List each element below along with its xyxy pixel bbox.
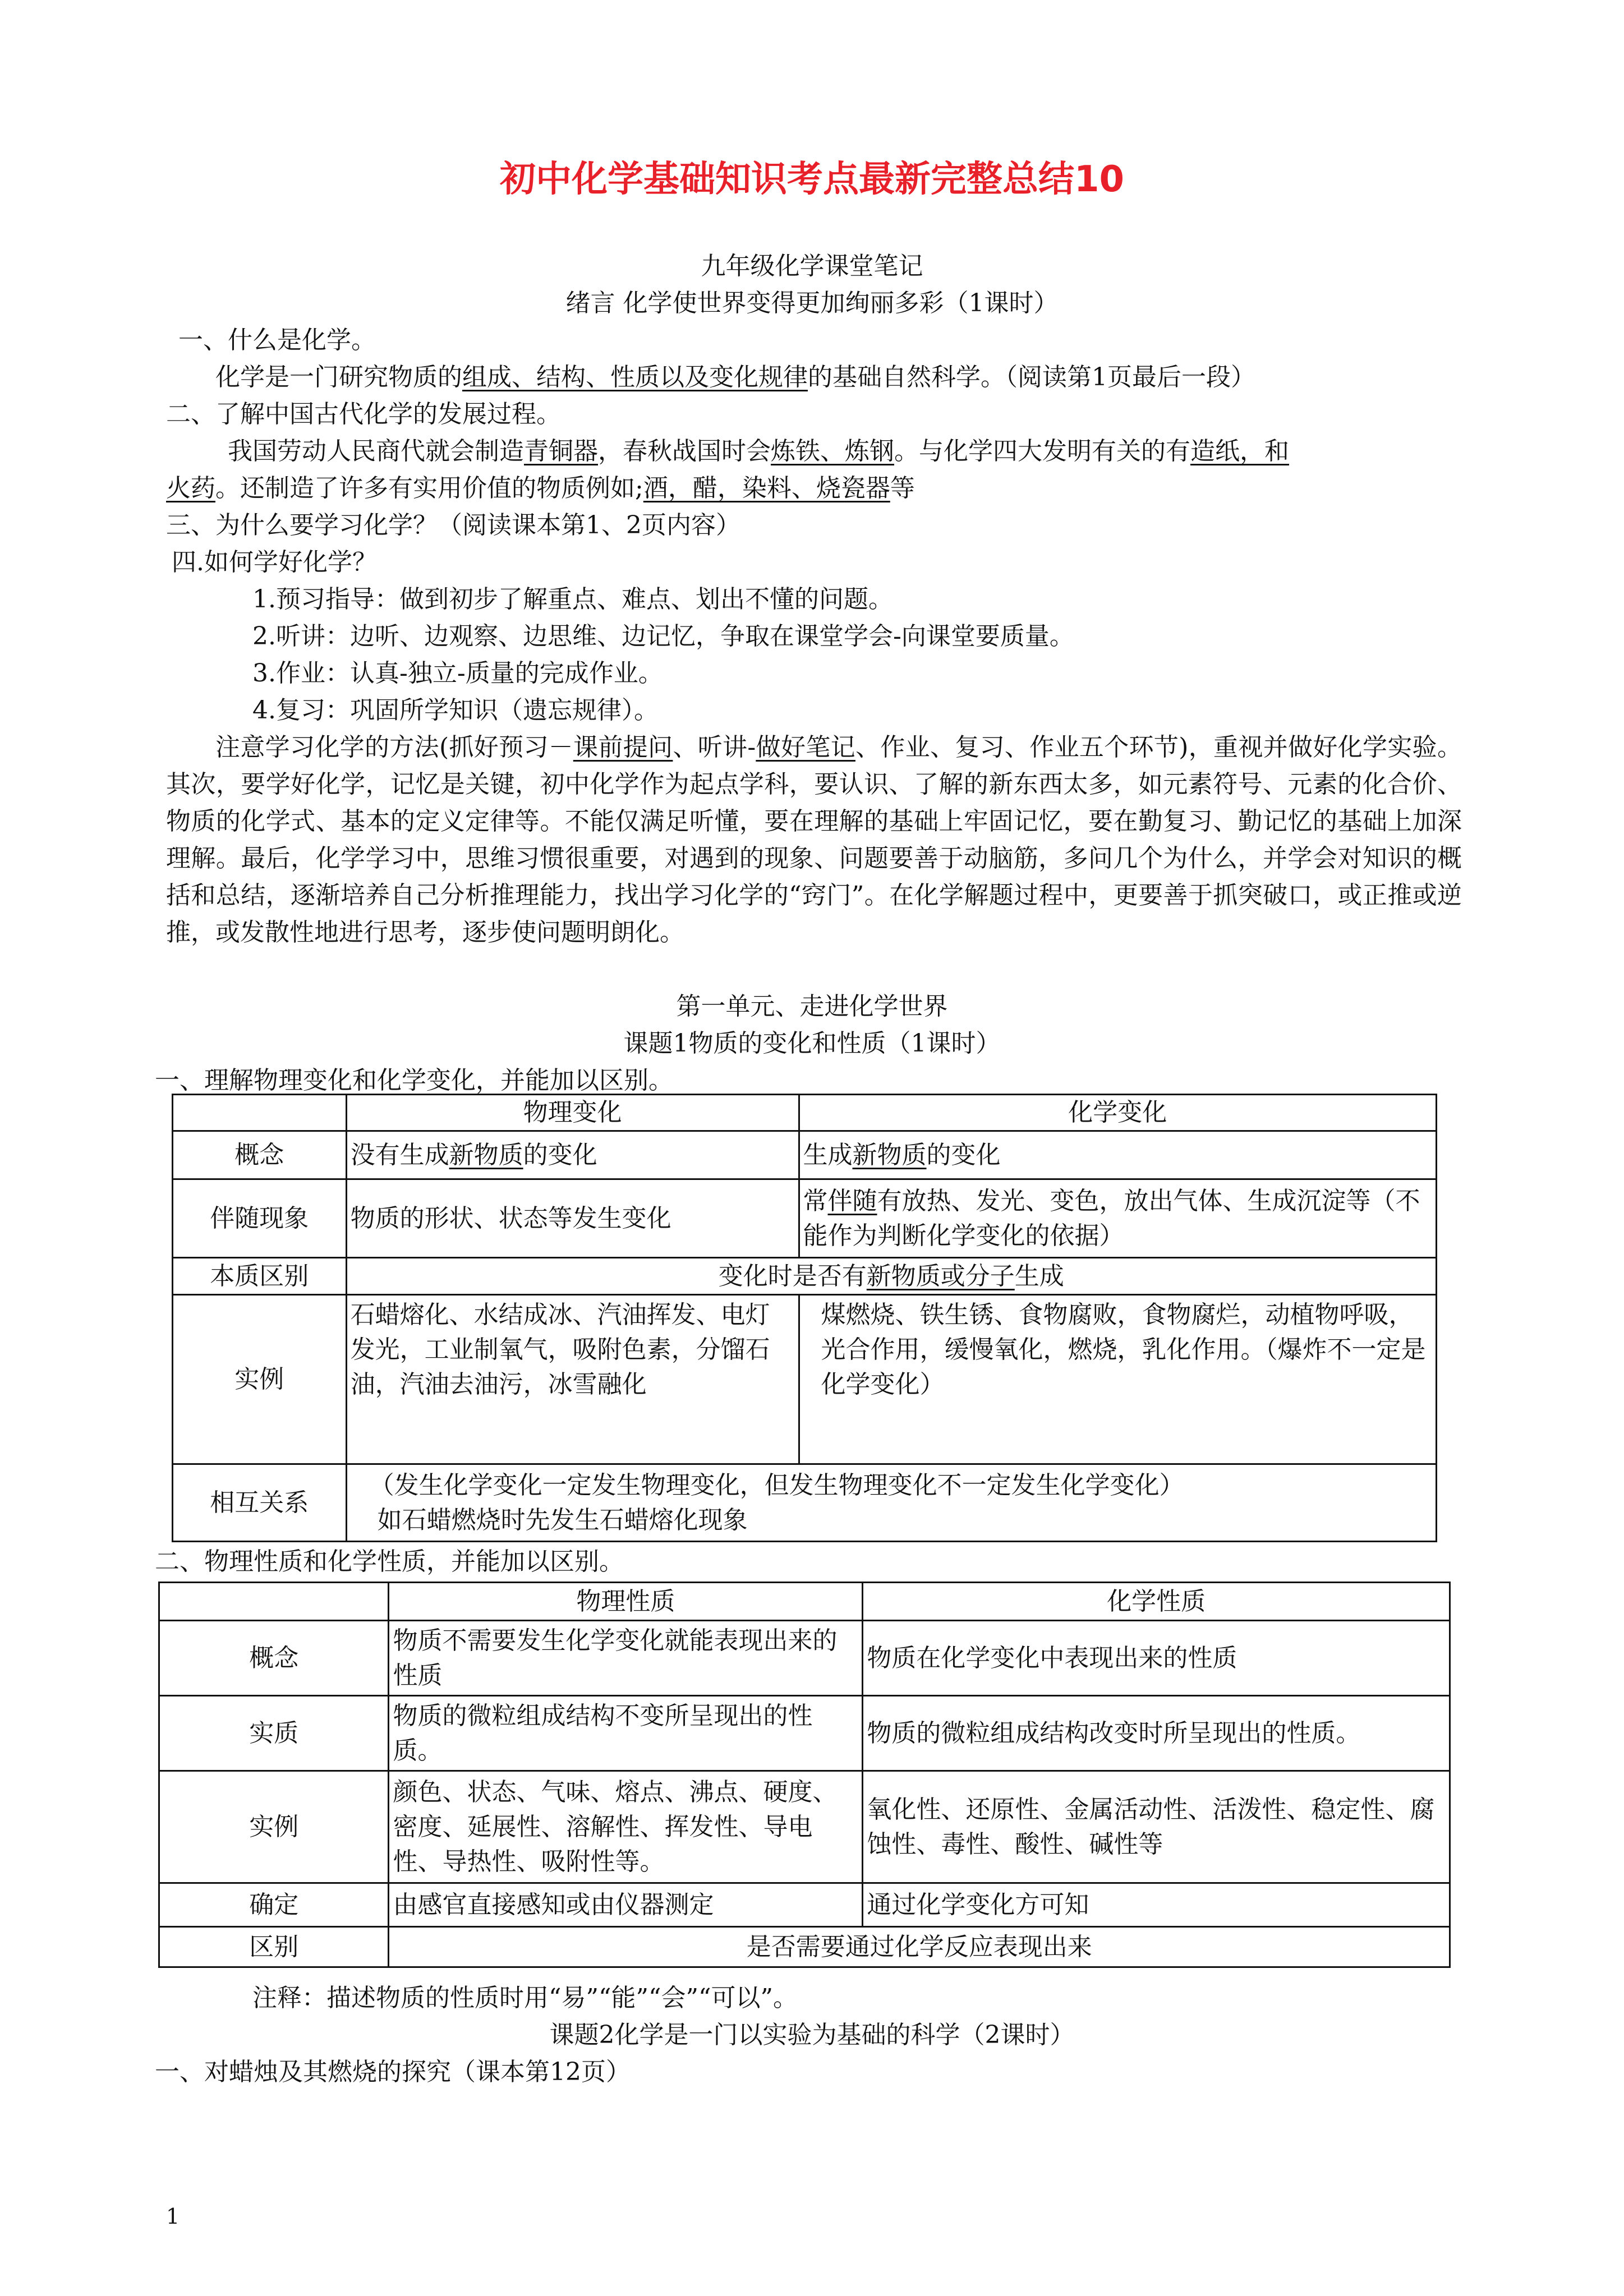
study-method-paragraph: 注意学习化学的方法(抓好预习－课前提问、听讲-做好笔记、作业、复习、作业五个环节)，重视并做好化学实验。其次，要学好化学，记忆是关键，初中化学作为起点学科，要认识、了解的新东西太多，如元素符号、元素的化合价、物质的化学式、基本的定义定律等。不能仅满足听懂，要在理解的基础上牢固记忆，要在勤复习、勤记忆的基础上加深理解。最后，化学学习中，思维习惯很重要，对遇到的现象、问题要善于动脑筋，多问几个为什么，并学会对知识的概括和总结，逐渐培养自己分析推理能力，找出学习化学的“窍门”。在化学解题过程中，更要善于抓突破口，或正推或逆推，或发散性地进行思考，逐步使问题明朗化。: [166, 733, 1462, 947]
table-cell: 由感官直接感知或由仪器测定: [389, 1883, 863, 1927]
table-cell: 物质在化学变化中表现出来的性质: [863, 1621, 1450, 1696]
column-header: 物理变化: [346, 1095, 799, 1131]
table-corner: [173, 1095, 347, 1131]
topic-1-heading: 课题1物质的变化和性质（1课时）: [623, 1029, 1001, 1058]
table-cell: 颜色、状态、气味、熔点、沸点、硬度、密度、延展性、溶解性、挥发性、导电性、导热性、吸附性等。: [389, 1771, 863, 1883]
table-cell: 氧化性、还原性、金属活动性、活泼性、稳定性、腐蚀性、毒性、酸性、碱性等: [863, 1771, 1450, 1883]
study-tip-2: 2.听讲：边听、边观察、边思维、边记忆，争取在课堂学会-向课堂要质量。: [252, 622, 1074, 651]
section-2-line-2: 火药。还制造了许多有实用价值的物质例如;酒，醋，染料、烧瓷器等: [166, 474, 915, 502]
question-2: 二、物理性质和化学性质，并能加以区别。: [155, 1547, 624, 1576]
intro-heading: 绪言 化学使世界变得更加绚丽多彩（1课时）: [565, 289, 1059, 317]
row-label: 区别: [159, 1927, 389, 1967]
table-cell: [346, 1464, 1436, 1542]
table-cell: 物质不需要发生化学变化就能表现出来的性质: [389, 1621, 863, 1696]
row-label: 实例: [159, 1771, 389, 1883]
row-label: 概念: [159, 1621, 389, 1696]
table-cell: 是否需要通过化学反应表现出来: [389, 1927, 1450, 1967]
table-cell: 生成新物质的变化: [799, 1131, 1436, 1179]
table-cell: 石蜡熔化、水结成冰、汽油挥发、电灯发光，工业制氧气，吸附色素，分馏石油，汽油去油污，冰雪融化: [346, 1295, 799, 1464]
row-label: 相互关系: [173, 1464, 347, 1542]
page-number: 1: [166, 2204, 180, 2229]
topic-2-heading: 课题2化学是一门以实验为基础的科学（2课时）: [549, 2021, 1075, 2049]
study-tip-3: 3.作业：认真-独立-质量的完成作业。: [252, 659, 663, 688]
section-1-heading: 一、什么是化学。: [178, 326, 376, 354]
row-label: 实例: [173, 1295, 347, 1464]
table-cell: 没有生成新物质的变化: [346, 1131, 799, 1179]
table-cell: 物质的微粒组成结构改变时所呈现出的性质。: [863, 1696, 1450, 1771]
question-1: 一、理解物理变化和化学变化，并能加以区别。: [155, 1066, 673, 1095]
table-corner: [159, 1583, 389, 1621]
relation-line-2: 如石蜡燃烧时先发生石蜡熔化现象: [377, 1505, 748, 1534]
section-2-line-1: 我国劳动人民商代就会制造青铜器，春秋战国时会炼铁、炼钢。与化学四大发明有关的有造纸，和: [228, 437, 1289, 465]
section-4-heading: 四.如何学好化学？: [172, 548, 377, 577]
document-title: 初中化学基础知识考点最新完整总结10: [499, 159, 1125, 200]
section-2-heading: 二、了解中国古代化学的发展过程。: [166, 400, 561, 428]
table-cell: 煤燃烧、铁生锈、食物腐败，食物腐烂，动植物呼吸，光合作用，缓慢氧化，燃烧，乳化作用。（爆炸不一定是化学变化）: [799, 1295, 1436, 1464]
note: 注释：描述物质的性质时用“易”“能”“会”“可以”。: [252, 1984, 798, 2012]
table-cell: 通过化学变化方可知: [863, 1883, 1450, 1927]
column-header: 化学变化: [799, 1095, 1436, 1131]
section-3-heading: 三、为什么要学习化学？（阅读课本第1、2页内容）: [166, 511, 740, 540]
study-tip-1: 1.预习指导：做到初步了解重点、难点、划出不懂的问题。: [252, 585, 893, 614]
section-1-paragraph: 化学是一门研究物质的组成、结构、性质以及变化规律的基础自然科学。（阅读第1页最后一段）: [215, 363, 1255, 391]
unit-1-heading: 第一单元、走进化学世界: [676, 992, 948, 1021]
row-label: 概念: [173, 1131, 347, 1179]
change-comparison-table: [172, 1094, 1437, 1542]
table-cell: 常伴随有放热、发光、变色，放出气体、生成沉淀等（不能作为判断化学变化的依据）: [799, 1179, 1436, 1258]
study-tip-4: 4.复习：巩固所学知识（遗忘规律）。: [252, 696, 659, 725]
column-header: 化学性质: [863, 1583, 1450, 1621]
row-label: 确定: [159, 1883, 389, 1927]
column-header: 物理性质: [389, 1583, 863, 1621]
property-comparison-table: [158, 1582, 1451, 1968]
subtitle: 九年级化学课堂笔记: [701, 252, 923, 280]
row-label: 本质区别: [173, 1258, 347, 1295]
table-cell: 物质的形状、状态等发生变化: [346, 1179, 799, 1258]
table-cell: 物质的微粒组成结构不变所呈现出的性质。: [389, 1696, 863, 1771]
table-cell: 变化时是否有新物质或分子生成: [346, 1258, 1436, 1295]
row-label: 伴随现象: [173, 1179, 347, 1258]
relation-line-1: （发生化学变化一定发生物理变化，但发生物理变化不一定发生化学变化）: [369, 1470, 1184, 1500]
row-label: 实质: [159, 1696, 389, 1771]
question-3: 一、对蜡烛及其燃烧的探究（课本第12页）: [155, 2058, 631, 2086]
